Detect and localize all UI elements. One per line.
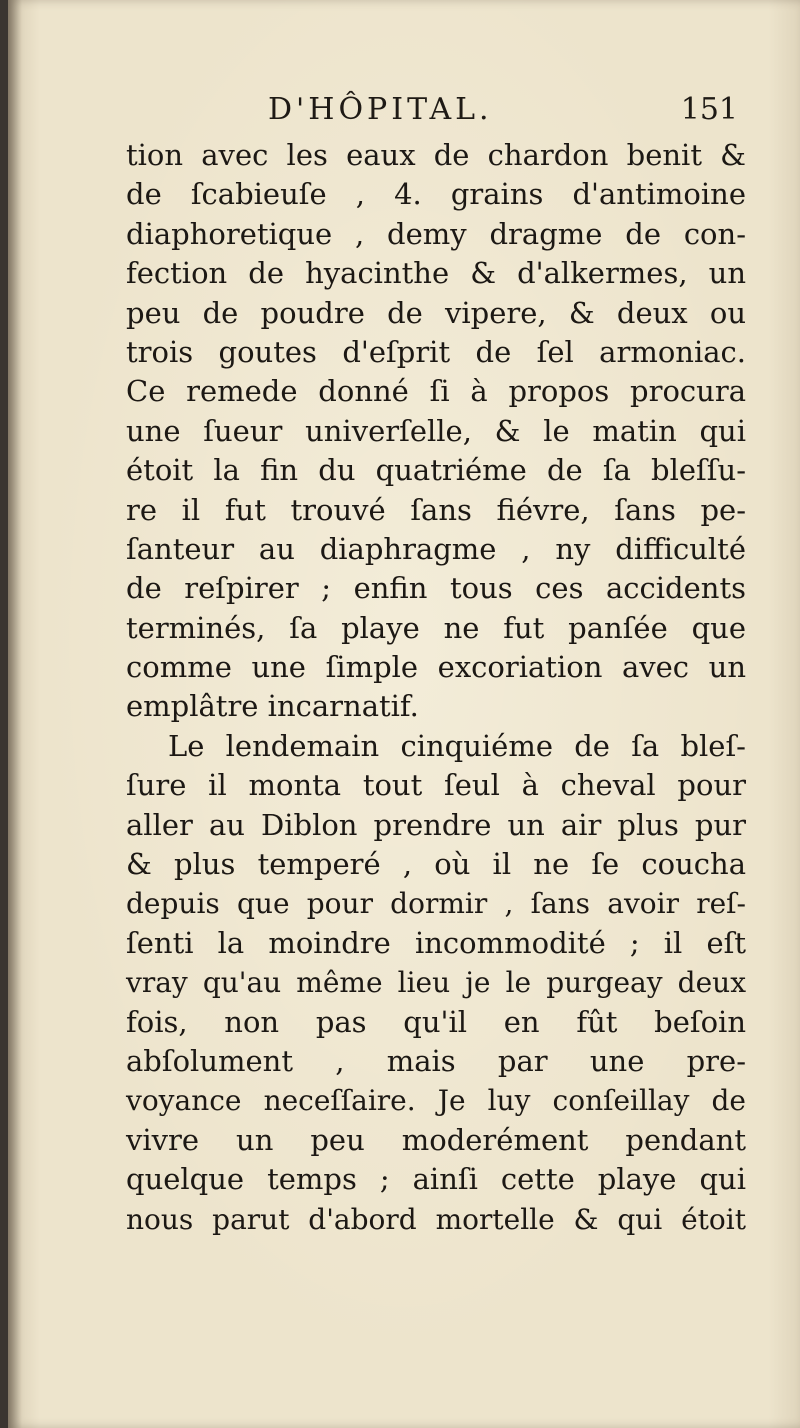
text-line: nous parut d'abord mortelle & qui étoit bbox=[126, 1202, 746, 1236]
text-line: diaphoretique , demy dragme de con- bbox=[126, 216, 746, 251]
text-line: fois, non pas qu'il en fût beſoin bbox=[126, 1004, 746, 1039]
text-line: Le lendemain cinquiéme de ſa bleſ- bbox=[168, 728, 746, 763]
book-page bbox=[8, 0, 800, 1428]
text-line: fection de hyacinthe & d'alkermes, un bbox=[126, 256, 746, 291]
text-line: peu de poudre de vipere, & deux ou bbox=[126, 295, 746, 330]
text-line: ſure il monta tout ſeul à cheval pour bbox=[126, 768, 746, 803]
text-line: comme une ſimple excoriation avec un bbox=[126, 650, 746, 685]
text-line: terminés, ſa playe ne fut panſée que bbox=[126, 610, 746, 645]
text-line: de reſpirer ; enfin tous ces accidents bbox=[126, 571, 746, 606]
text-line: de ſcabieuſe , 4. grains d'antimoine bbox=[126, 177, 746, 212]
spine-shadow bbox=[8, 0, 22, 1428]
text-line: voyance neceſſaire. Je luy conſeillay de bbox=[126, 1084, 746, 1118]
text-line: vray qu'au même lieu je le purgeay deux bbox=[126, 966, 746, 1000]
text-line: quelque temps ; ainſi cette playe qui bbox=[126, 1162, 746, 1197]
page-number: 151 bbox=[680, 92, 738, 127]
text-line: étoit la fin du quatriéme de ſa bleſſu- bbox=[126, 453, 746, 488]
text-line: re il fut trouvé ſans fiévre, ſans pe- bbox=[126, 492, 746, 527]
text-line: vivre un peu moderément pendant bbox=[126, 1122, 746, 1157]
running-title: D'HÔPITAL. bbox=[268, 92, 493, 127]
text-line: une ſueur univerſelle, & le matin qui bbox=[126, 413, 746, 448]
body-text bbox=[126, 136, 746, 1239]
text-line: abſolument , mais par une pre- bbox=[126, 1043, 746, 1078]
text-line: & plus temperé , où il ne ſe coucha bbox=[126, 847, 746, 882]
text-line: tion avec les eaux de chardon benit & bbox=[126, 138, 746, 172]
text-line: depuis que pour dormir , ſans avoir reſ- bbox=[126, 887, 746, 921]
text-line: Ce remede donné ſi à propos procura bbox=[126, 374, 746, 409]
page-header bbox=[126, 92, 738, 140]
text-line: ſenti la moindre incommodité ; il eſt bbox=[126, 925, 746, 960]
text-line: aller au Diblon prendre un air plus pur bbox=[126, 807, 746, 842]
text-line: ſanteur au diaphragme , ny difficulté bbox=[126, 531, 746, 566]
text-line: emplâtre incarnatif. bbox=[126, 689, 419, 724]
text-line: trois goutes d'eſprit de ſel armoniac. bbox=[126, 334, 746, 369]
